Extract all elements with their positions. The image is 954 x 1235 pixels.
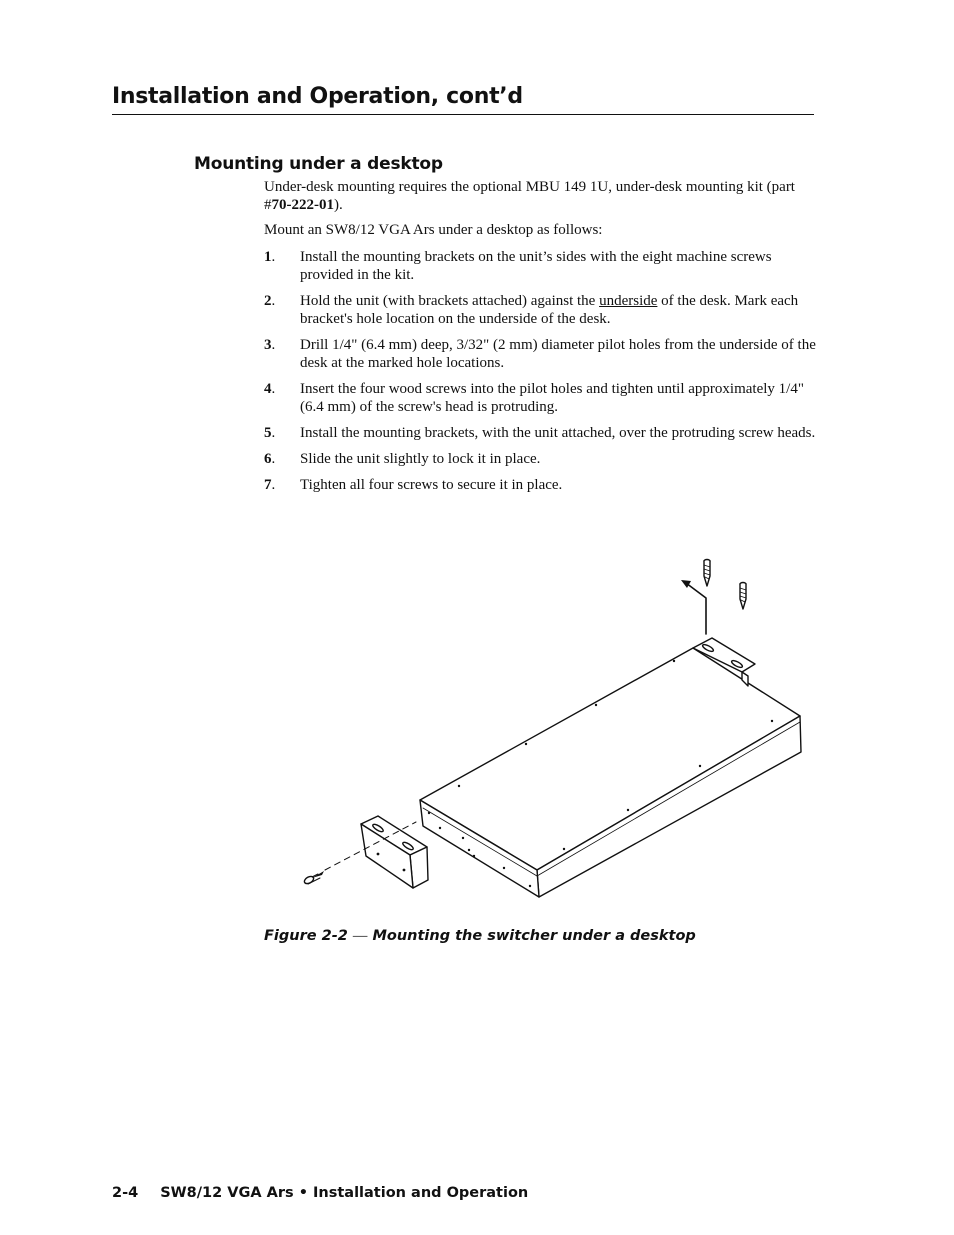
caption-dash: — [352,928,368,944]
step-6: 6. Slide the unit slightly to lock it in place. [264,450,816,468]
front-screw [303,871,324,885]
slide-arrow-icon [681,580,706,634]
step-2: 2. Hold the unit (with brackets attached) against the underside of the desk. Mark each bracket's hole location on the underside of the desk. [264,292,816,328]
step-text: Slide the unit slightly to lock it in place. [300,451,541,467]
step-text-part: Hold the unit (with brackets attached) against the [300,293,600,309]
step-7: 7. Tighten all four screws to secure it in place. [264,476,816,494]
document-title: SW8/12 VGA Ars • Installation and Operation [160,1185,529,1201]
underside-emphasis: underside [599,293,658,309]
front-bracket [361,816,428,888]
chapter-title: Installation and Operation, cont’d [112,84,523,109]
step-text: Install the mounting brackets on the unit’s sides with the eight machine screws provided in the kit. [300,249,772,283]
section-title: Mounting under a desktop [194,154,443,174]
mounting-illustration [300,552,810,904]
lead-paragraph: Mount an SW8/12 VGA Ars under a desktop as follows: [264,222,603,238]
part-number: 70-222-01 [271,197,334,213]
step-text: Insert the four wood screws into the pilot holes and tighten until approximately 1/4" (6.4 mm) of the screw's head is protruding. [300,381,804,415]
step-number: 3 [264,337,272,353]
intro-paragraph [264,178,816,214]
step-text: Install the mounting brackets, with the unit attached, over the protruding screw heads. [300,425,816,441]
figure-caption [264,928,696,945]
step-number: 6 [264,451,272,467]
intro-suffix: ). [334,197,343,213]
step-number: 5 [264,425,272,441]
step-text: Tighten all four screws to secure it in place. [300,477,563,493]
step-number: 4 [264,381,272,397]
page-number: 2-4 [112,1185,139,1201]
mounting-steps-list [264,248,816,502]
page-footer [112,1185,528,1201]
switcher-unit [420,648,801,897]
step-text: Drill 1/4" (6.4 mm) deep, 3/32" (2 mm) diameter pilot holes from the underside of the desk at the marked hole locations. [300,337,816,371]
figure-caption-text: Mounting the switcher under a desktop [372,928,696,944]
step-number: 7 [264,477,272,493]
wood-screw-2 [740,583,746,610]
wood-screw-1 [704,560,710,587]
figure-label: Figure 2-2 [264,928,348,944]
step-4: 4. Insert the four wood screws into the pilot holes and tighten until approximately 1/4" (6.4 mm) of the screw's head is protruding. [264,380,816,416]
step-text [300,292,816,328]
step-text-part: of the desk. Mark each bracket's hole location on the underside of the desk. [300,293,799,327]
step-5: 5. Install the mounting brackets, with the unit attached, over the protruding screw heads. [264,425,816,441]
step-number: 2 [264,293,272,309]
intro-text: Under-desk mounting requires the optional MBU 149 1U, under-desk mounting kit (part # [264,179,795,213]
header-rule [112,114,814,115]
step-3: 3. Drill 1/4" (6.4 mm) deep, 3/32" (2 mm) diameter pilot holes from the underside of the desk at the marked hole locations. [264,337,816,371]
step-number: 1 [264,249,272,265]
step-1: 1. Install the mounting brackets on the unit’s sides with the eight machine screws provided in the kit. [264,248,816,284]
